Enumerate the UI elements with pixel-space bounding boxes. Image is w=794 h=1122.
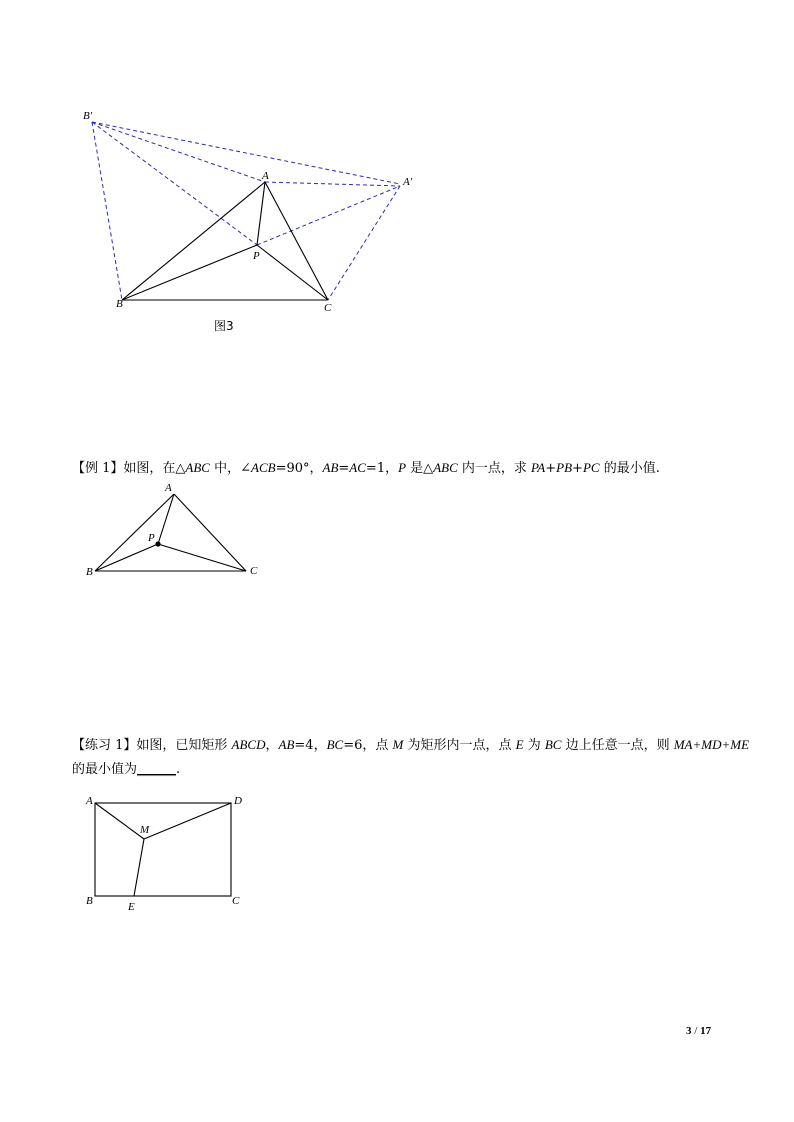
fig3-label-a: A bbox=[262, 170, 269, 182]
pr1-label-m: M bbox=[140, 824, 150, 836]
answer-blank[interactable]: ______ bbox=[137, 762, 177, 777]
rectangle-abcd bbox=[95, 803, 231, 896]
practice-1-text: =6，点 bbox=[343, 738, 393, 753]
example-1-text: AC bbox=[349, 460, 366, 475]
example-1-text: ABC bbox=[433, 460, 458, 475]
example-1-text: + bbox=[545, 461, 557, 476]
example-1-text: PC bbox=[582, 460, 600, 475]
example-1-text: 是△ bbox=[406, 461, 434, 476]
ex1-label-a: A bbox=[165, 482, 172, 494]
pr1-segment-ma bbox=[95, 803, 144, 839]
pr1-label-c: C bbox=[232, 895, 240, 907]
example-1-text: + bbox=[572, 461, 583, 476]
practice-1-text: 为矩形内一点，点 bbox=[403, 738, 516, 753]
fig3-label-p: P bbox=[253, 250, 260, 262]
practice-1-text: ， bbox=[265, 738, 279, 753]
fig3-label-bprime: B' bbox=[83, 110, 93, 122]
example-1-text: =90°， bbox=[275, 461, 323, 476]
pr1-label-a: A bbox=[86, 795, 93, 807]
example-1-text: PA bbox=[531, 460, 546, 475]
practice-1-text: BC bbox=[544, 737, 562, 752]
example-1-text: AB bbox=[322, 460, 339, 475]
practice-1-text: 的最小值为 bbox=[72, 762, 138, 777]
fig3-label-aprime: A' bbox=[403, 176, 413, 188]
fig3-label-b: B bbox=[116, 298, 123, 310]
page-number bbox=[686, 1025, 711, 1037]
page-total: 17 bbox=[700, 1025, 712, 1037]
example-1-text: =1， bbox=[365, 461, 399, 476]
pr1-label-b: B bbox=[86, 895, 93, 907]
figure-3-caption: 图3 bbox=[214, 319, 234, 333]
practice-1-bracket-label: 【练习 1】 bbox=[72, 738, 137, 753]
example-1-text: PB bbox=[556, 460, 573, 475]
pr1-segment-md bbox=[144, 803, 231, 839]
fig3-label-c: C bbox=[324, 302, 332, 314]
pr1-segment-me bbox=[134, 839, 144, 896]
practice-1-text: 边上任意一点，则 bbox=[561, 738, 674, 753]
practice-1-text: . bbox=[176, 762, 181, 777]
example-1-bracket-label: 【例 1】 bbox=[72, 461, 124, 476]
example-1-text: 中，∠ bbox=[209, 461, 251, 476]
example-1-text: ACB bbox=[251, 460, 276, 475]
example-1-text: 的最小值. bbox=[599, 461, 660, 476]
example-1-text: = bbox=[338, 461, 350, 476]
example-1-text: P bbox=[398, 460, 407, 475]
example-1-text: 内一点，求 bbox=[457, 461, 532, 476]
ex1-label-b: B bbox=[86, 566, 93, 578]
example-1-text: 如图，在△ bbox=[123, 461, 186, 476]
practice-1-text: MA+MD+ME bbox=[673, 737, 750, 752]
practice-1-text: ABCD bbox=[231, 737, 266, 752]
page-separator: / bbox=[694, 1025, 698, 1037]
page-current: 3 bbox=[686, 1025, 692, 1037]
practice-1-text: 如图，已知矩形 bbox=[136, 738, 232, 753]
practice-1-text: 为 bbox=[523, 738, 545, 753]
ex1-label-c: C bbox=[250, 565, 258, 577]
practice-1-text: BC bbox=[326, 737, 344, 752]
practice-1-text: =4， bbox=[294, 738, 327, 753]
practice-1-text: E bbox=[515, 737, 524, 752]
ex1-label-p: P bbox=[148, 532, 155, 544]
pr1-label-d: D bbox=[234, 795, 242, 807]
practice-1-text: M bbox=[392, 737, 404, 752]
practice-1-text: AB bbox=[278, 737, 295, 752]
pr1-label-e: E bbox=[128, 901, 135, 913]
example-1-text: ABC bbox=[185, 460, 210, 475]
